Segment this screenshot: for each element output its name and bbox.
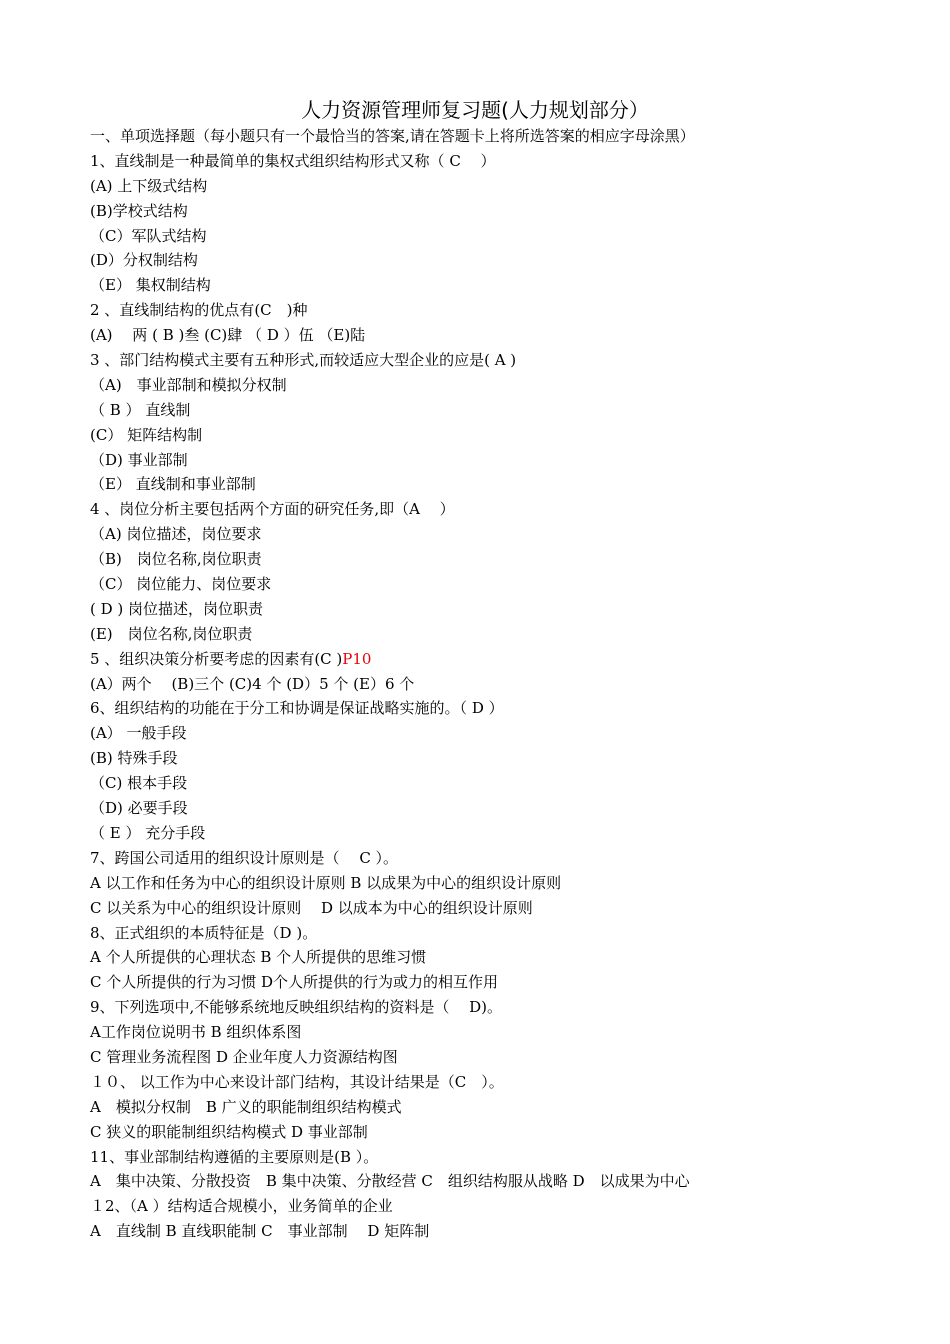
text-line xyxy=(90,472,920,497)
text-line xyxy=(90,970,920,995)
question-list xyxy=(90,124,920,1244)
line-text: （D) 必要手段 xyxy=(90,799,188,818)
line-text: A 直线制 B 直线职能制 C 事业部制 D 矩阵制 xyxy=(90,1222,430,1241)
text-line xyxy=(90,348,920,373)
text-line xyxy=(90,497,920,522)
text-line xyxy=(90,1095,920,1120)
line-text: A 个人所提供的心理状态 B 个人所提供的思维习惯 xyxy=(90,948,427,967)
line-text: （C）军队式结构 xyxy=(90,226,207,245)
text-line xyxy=(90,647,920,672)
text-line xyxy=(90,945,920,970)
text-line xyxy=(90,522,920,547)
text-line xyxy=(90,448,920,473)
line-text: (C） 矩阵结构制 xyxy=(90,425,203,444)
text-line xyxy=(90,796,920,821)
text-line xyxy=(90,273,920,298)
text-line xyxy=(90,572,920,597)
line-text: （A) 岗位描述，岗位要求 xyxy=(90,525,262,544)
line-text: 7、跨国公司适用的组织设计原则是（ C ）。 xyxy=(90,848,399,867)
text-line xyxy=(90,821,920,846)
line-text: A 以工作和任务为中心的组织设计原则 B 以成果为中心的组织设计原则 xyxy=(90,873,562,892)
line-text: A工作岗位说明书 B 组织体系图 xyxy=(90,1023,302,1042)
text-line xyxy=(90,373,920,398)
text-line xyxy=(90,174,920,199)
line-text: (A) 两 ( B )叁 (C)肆 （ D ）伍 （E)陆 xyxy=(90,326,366,345)
line-text: （B) 岗位名称,岗位职责 xyxy=(90,550,262,569)
line-text: A 集中决策、分散投资 B 集中决策、分散经营 C 组织结构服从战略 D 以成果为中心 xyxy=(90,1172,690,1191)
text-line xyxy=(90,1219,920,1244)
line-text: (A) 上下级式结构 xyxy=(90,176,208,195)
line-text: (D）分权制结构 xyxy=(90,251,198,270)
line-text: （D) 事业部制 xyxy=(90,450,188,469)
text-line xyxy=(90,871,920,896)
text-line xyxy=(90,199,920,224)
text-line xyxy=(90,423,920,448)
line-text: (A）两个 (B)三个 (C)4 个 (D）5 个 (E）6 个 xyxy=(90,674,415,693)
line-text: C 以关系为中心的组织设计原则 D 以成本为中心的组织设计原则 xyxy=(90,898,533,917)
text-line xyxy=(90,896,920,921)
page-reference: P10 xyxy=(342,649,372,668)
document-title: 人力资源管理师复习题(人力规划部分） xyxy=(301,98,649,122)
line-text: 3 、部门结构模式主要有五种形式,而较适应大型企业的应是( A ) xyxy=(90,351,517,370)
text-line xyxy=(90,1070,920,1095)
line-text: （A) 事业部制和模拟分权制 xyxy=(90,375,287,394)
text-line xyxy=(90,398,920,423)
text-line xyxy=(90,846,920,871)
line-text: （C) 根本手段 xyxy=(90,774,188,793)
line-text: 5 、组织决策分析要考虑的因素有(C ) xyxy=(90,649,343,668)
text-line xyxy=(90,124,920,149)
text-line xyxy=(90,921,920,946)
text-line xyxy=(90,771,920,796)
text-line xyxy=(90,149,920,174)
line-text: １2、（A ）结构适合规模小，业务简单的企业 xyxy=(90,1197,393,1216)
text-line xyxy=(90,1194,920,1219)
text-line xyxy=(90,696,920,721)
line-text: 一、单项选择题（每小题只有一个最恰当的答案,请在答题卡上将所选答案的相应字母涂黑） xyxy=(90,127,695,145)
text-line xyxy=(90,1045,920,1070)
text-line xyxy=(90,298,920,323)
text-line xyxy=(90,1020,920,1045)
line-text: (B)学校式结构 xyxy=(90,201,188,220)
text-line xyxy=(90,1145,920,1170)
text-line xyxy=(90,721,920,746)
line-text: A 模拟分权制 B 广义的职能制组织结构模式 xyxy=(90,1097,402,1116)
text-line xyxy=(90,224,920,249)
text-line xyxy=(90,746,920,771)
line-text: （ B ） 直线制 xyxy=(90,400,191,419)
text-line xyxy=(90,547,920,572)
text-line xyxy=(90,248,920,273)
line-text: ( D ) 岗位描述，岗位职责 xyxy=(90,599,264,618)
text-line xyxy=(90,622,920,647)
line-text: (E) 岗位名称,岗位职责 xyxy=(90,624,253,643)
line-text: 2 、直线制结构的优点有(C )种 xyxy=(90,301,308,320)
text-line xyxy=(90,672,920,697)
line-text: （E） 直线制和事业部制 xyxy=(90,475,256,494)
line-text: C 狭义的职能制组织结构模式 D 事业部制 xyxy=(90,1122,368,1141)
line-text: 6、组织结构的功能在于分工和协调是保证战略实施的。（ D ） xyxy=(90,699,504,718)
line-text: （C） 岗位能力、岗位要求 xyxy=(90,575,272,594)
line-text: 8、正式组织的本质特征是（D )。 xyxy=(90,923,318,942)
text-line xyxy=(90,323,920,348)
line-text: C 管理业务流程图 D 企业年度人力资源结构图 xyxy=(90,1047,398,1066)
line-text: １０、 以工作为中心来设计部门结构，其设计结果是（C ）。 xyxy=(90,1072,504,1091)
text-line xyxy=(90,1169,920,1194)
line-text: (A） 一般手段 xyxy=(90,724,187,743)
line-text: 4 、岗位分析主要包括两个方面的研究任务,即（A ） xyxy=(90,500,455,519)
line-text: C 个人所提供的行为习惯 D个人所提供的行为或力的相互作用 xyxy=(90,973,499,992)
line-text: （E） 集权制结构 xyxy=(90,276,211,295)
text-line xyxy=(90,597,920,622)
line-text: （ E ） 充分手段 xyxy=(90,823,206,842)
text-line xyxy=(90,1120,920,1145)
text-line xyxy=(90,995,920,1020)
line-text: 9、下列选项中,不能够系统地反映组织结构的资料是（ D)。 xyxy=(90,998,502,1017)
line-text: 11、事业部制结构遵循的主要原则是(B ）。 xyxy=(90,1147,379,1166)
line-text: (B) 特殊手段 xyxy=(90,749,178,768)
line-text: 1、直线制是一种最简单的集权式组织结构形式又称（ C ） xyxy=(90,151,496,170)
